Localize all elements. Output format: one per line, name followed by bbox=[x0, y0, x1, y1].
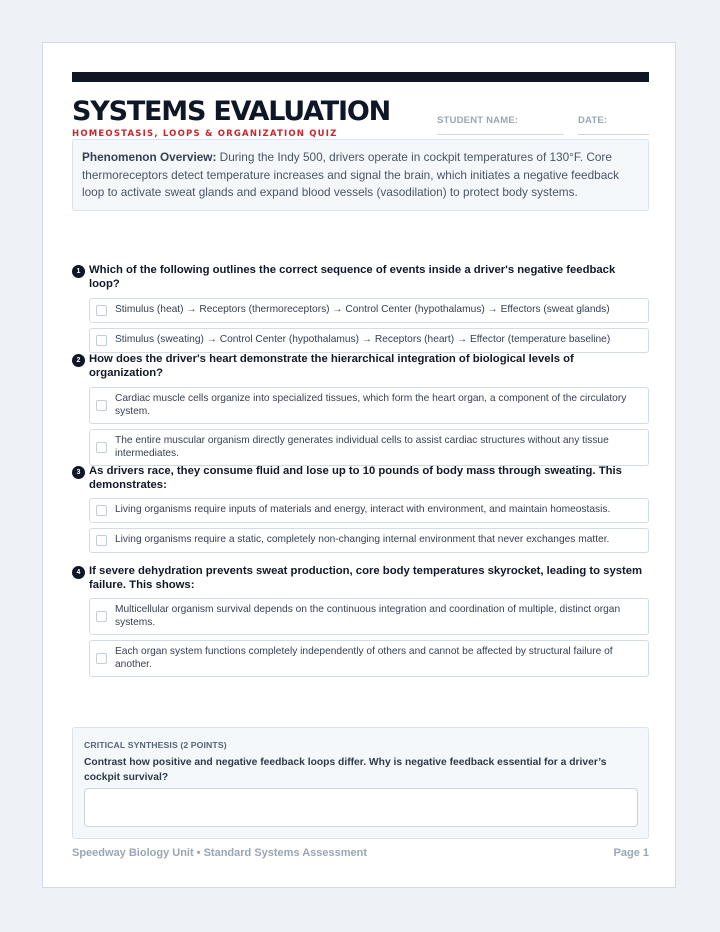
question-header bbox=[72, 352, 649, 380]
question-3 bbox=[72, 464, 649, 553]
student-name-label: STUDENT NAME: bbox=[437, 115, 519, 126]
answer-option-3a[interactable] bbox=[89, 498, 649, 523]
answer-option-3b[interactable] bbox=[89, 528, 649, 553]
footer bbox=[72, 847, 649, 859]
date-field[interactable] bbox=[578, 110, 649, 135]
synthesis-answer-field[interactable] bbox=[84, 788, 638, 827]
question-header bbox=[72, 564, 649, 592]
checkbox-icon[interactable] bbox=[96, 335, 107, 346]
checkbox-icon[interactable] bbox=[96, 305, 107, 316]
date-label: DATE: bbox=[578, 115, 608, 126]
option-text: Stimulus (heat) → Receptors (thermoreceptors) → Control Center (hypothalamus) → Effectors (sweat glands) bbox=[115, 304, 610, 316]
page-subtitle: HOMEOSTASIS, LOOPS & ORGANIZATION QUIZ bbox=[72, 129, 338, 139]
student-name-field[interactable] bbox=[437, 110, 564, 135]
checkbox-icon[interactable] bbox=[96, 400, 107, 411]
synthesis-label: CRITICAL SYNTHESIS (2 POINTS) bbox=[84, 740, 227, 750]
question-text: If severe dehydration prevents sweat production, core body temperatures skyrocket, leading to system failure. This shows: bbox=[89, 565, 643, 591]
question-text: Which of the following outlines the correct sequence of events inside a driver's negative feedback loop? bbox=[89, 264, 616, 290]
option-text: The entire muscular organism directly generates individual cells to assist cardiac structures without any tissue intermediates. bbox=[115, 434, 609, 459]
option-text: Multicellular organism survival depends on the continuous integration and coordination of multiple, distinct organ systems. bbox=[115, 603, 621, 628]
question-number-badge: 1 bbox=[72, 265, 85, 278]
answer-option-4b[interactable] bbox=[89, 640, 649, 677]
header-bar bbox=[72, 72, 649, 82]
question-number-badge: 2 bbox=[72, 354, 85, 367]
question-header bbox=[72, 464, 649, 492]
page-title: SYSTEMS EVALUATION bbox=[72, 96, 390, 127]
option-text: Living organisms require inputs of materials and energy, interact with environment, and maintain homeostasis. bbox=[115, 504, 611, 516]
question-header bbox=[72, 263, 649, 291]
phenomenon-label: Phenomenon Overview: bbox=[82, 150, 217, 164]
checkbox-icon[interactable] bbox=[96, 535, 107, 546]
question-1 bbox=[72, 263, 649, 353]
question-text: As drivers race, they consume fluid and lose up to 10 pounds of body mass through sweating. This demonstrates: bbox=[89, 465, 622, 491]
phenomenon-overview bbox=[72, 139, 649, 211]
option-text: Living organisms require a static, completely non-changing internal environment that never exchanges matter. bbox=[115, 534, 610, 546]
option-text: Cardiac muscle cells organize into specialized tissues, which form the heart organ, a component of the circulatory system. bbox=[115, 392, 627, 417]
sheet-content bbox=[72, 72, 649, 859]
question-number-badge: 3 bbox=[72, 466, 85, 479]
answer-option-1a[interactable] bbox=[89, 298, 649, 323]
answer-option-2a[interactable] bbox=[89, 387, 649, 424]
header bbox=[72, 82, 649, 144]
question-2 bbox=[72, 352, 649, 466]
checkbox-icon[interactable] bbox=[96, 653, 107, 664]
answer-option-2b[interactable] bbox=[89, 429, 649, 466]
option-text: Each organ system functions completely independently of others and cannot be affected by structural failure of another. bbox=[115, 645, 613, 670]
footer-unit-text: Speedway Biology Unit • Standard Systems Assessment bbox=[72, 847, 368, 859]
synthesis-prompt: Contrast how positive and negative feedback loops differ. Why is negative feedback essential for a driver’s cockpit survival? bbox=[84, 757, 607, 783]
option-text: Stimulus (sweating) → Control Center (hypothalamus) → Receptors (heart) → Effector (temperature baseline) bbox=[115, 334, 611, 346]
answer-option-4a[interactable] bbox=[89, 598, 649, 635]
critical-synthesis bbox=[72, 727, 649, 839]
phenomenon-text: During the Indy 500, drivers operate in cockpit temperatures of 130°F. Core thermoreceptors detect temperature increases and signal the brain, which initiates a negative feedback loop to activate sweat glands and expand blood vessels (vasodilation) to protect body systems. bbox=[82, 150, 620, 200]
question-4 bbox=[72, 564, 649, 677]
question-number-badge: 4 bbox=[72, 566, 85, 579]
checkbox-icon[interactable] bbox=[96, 505, 107, 516]
quiz-sheet bbox=[42, 42, 676, 888]
checkbox-icon[interactable] bbox=[96, 442, 107, 453]
answer-option-1b[interactable] bbox=[89, 328, 649, 353]
checkbox-icon[interactable] bbox=[96, 611, 107, 622]
question-text: How does the driver's heart demonstrate the hierarchical integration of biological levels of organization? bbox=[89, 353, 574, 379]
page-number: Page 1 bbox=[613, 847, 649, 859]
